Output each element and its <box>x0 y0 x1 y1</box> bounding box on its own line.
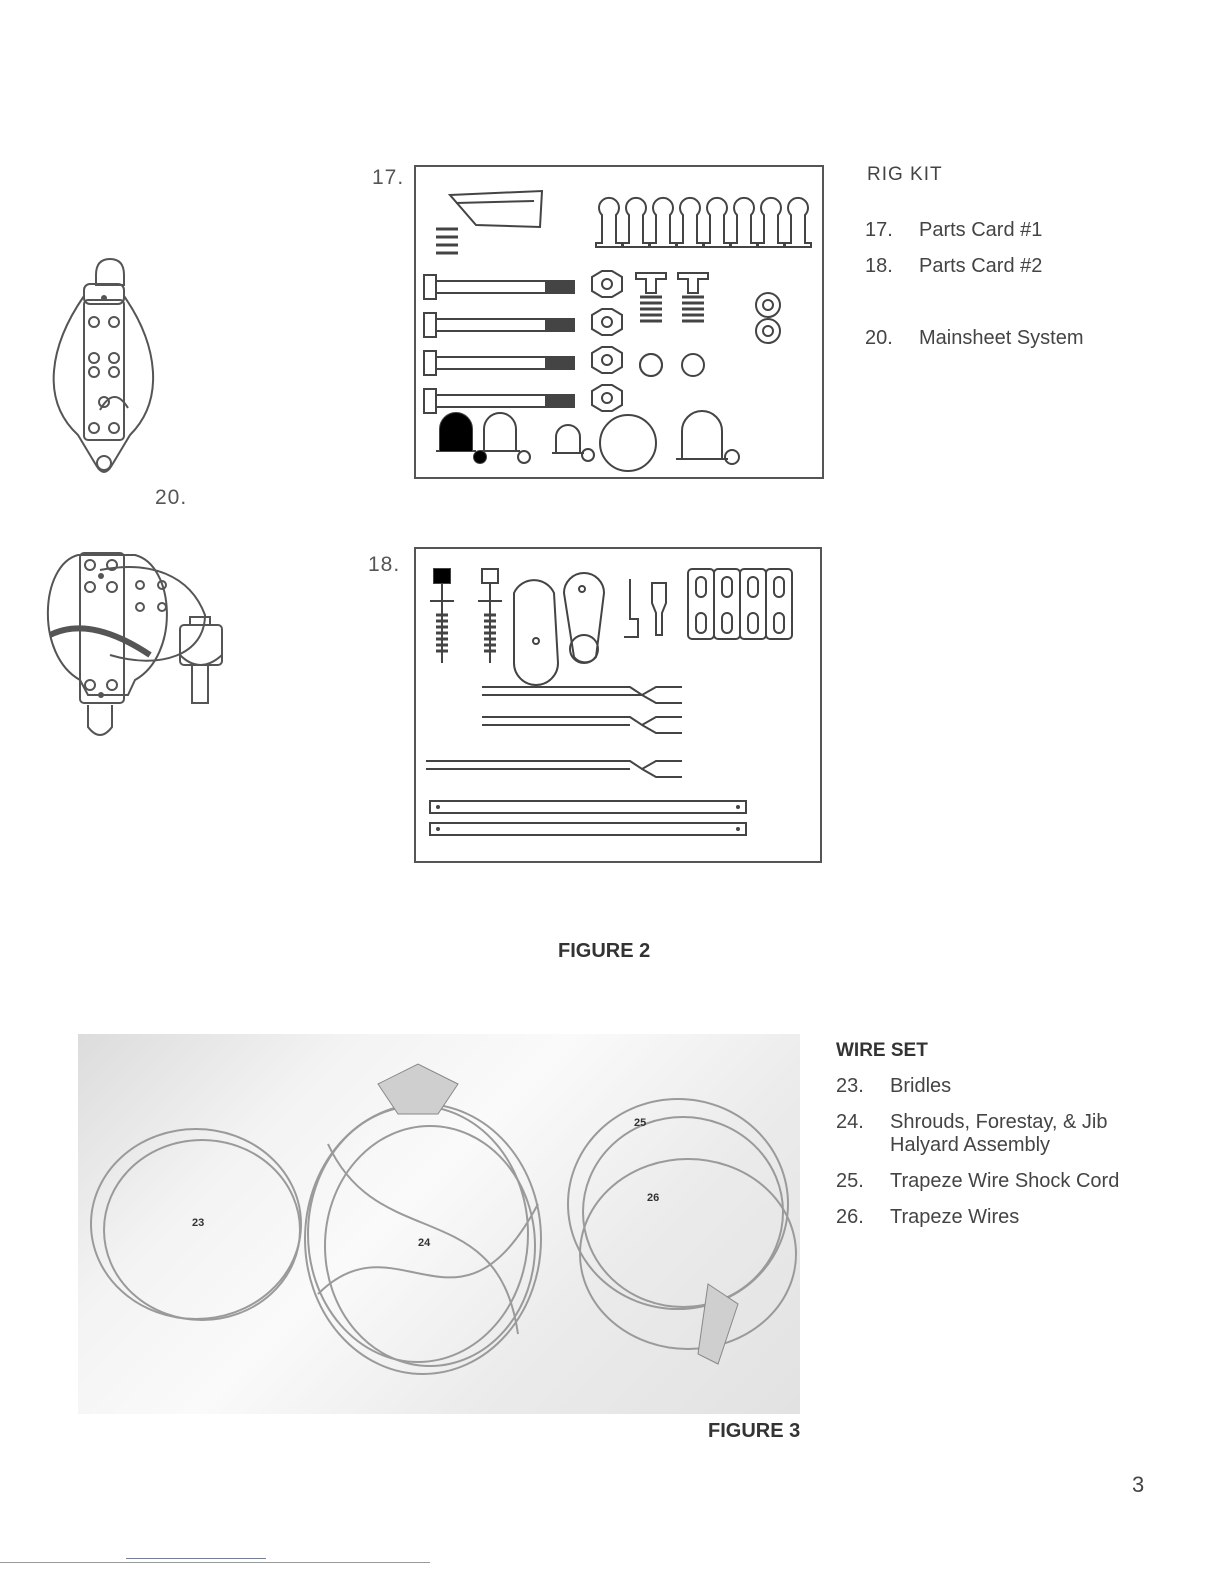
list-item <box>865 255 1084 278</box>
item-number: 17. <box>865 219 893 241</box>
block-20-label: 20. <box>155 486 188 509</box>
card-17-label: 17. <box>372 166 405 189</box>
list-item <box>836 1170 1119 1193</box>
item-text-line-1: Shrouds, Forestay, & Jib <box>890 1111 1108 1133</box>
item-number: 20. <box>865 327 893 349</box>
rig-kit-list <box>865 219 1084 350</box>
photo-label-26: 26 <box>647 1192 660 1204</box>
figure-3-caption: FIGURE 3 <box>708 1420 801 1442</box>
item-text: Mainsheet System <box>919 327 1084 349</box>
list-item <box>836 1075 1119 1098</box>
photo-label-25: 25 <box>634 1117 647 1129</box>
item-text <box>890 1111 1108 1157</box>
item-text: Parts Card #1 <box>919 219 1043 241</box>
list-item <box>865 219 1084 242</box>
item-number: 18. <box>865 255 893 277</box>
figure-2-caption: FIGURE 2 <box>558 940 651 962</box>
card-18-label: 18. <box>368 553 401 576</box>
wire-coils-drawing <box>78 1034 800 1414</box>
wire-set-list <box>836 1075 1119 1229</box>
item-number: 26. <box>836 1206 864 1228</box>
parts-card-1 <box>414 165 824 479</box>
list-item <box>865 327 1084 350</box>
parts-card-1-drawing <box>416 167 822 477</box>
mainsheet-block-illustration <box>40 250 170 485</box>
wire-set-heading: WIRE SET <box>836 1040 928 1061</box>
page-number: 3 <box>1132 1472 1145 1497</box>
list-item <box>836 1206 1119 1229</box>
item-text: Parts Card #2 <box>919 255 1043 277</box>
rig-kit-heading: RIG KIT <box>867 164 943 185</box>
item-text-line-2: Halyard Assembly <box>890 1134 1051 1156</box>
wire-set-photo <box>78 1034 800 1414</box>
item-text: Bridles <box>890 1075 952 1097</box>
mainsheet-ratchet-block-illustration <box>40 545 230 745</box>
list-item <box>836 1111 1119 1157</box>
item-number: 23. <box>836 1075 864 1097</box>
item-text: Trapeze Wire Shock Cord <box>890 1170 1120 1192</box>
item-number: 24. <box>836 1111 864 1133</box>
item-number: 25. <box>836 1170 864 1192</box>
footer-rule-accent <box>126 1558 266 1559</box>
parts-card-2-drawing <box>416 549 820 861</box>
photo-label-24: 24 <box>418 1237 431 1249</box>
parts-card-2 <box>414 547 822 863</box>
item-text: Trapeze Wires <box>890 1206 1020 1228</box>
photo-label-23: 23 <box>192 1217 205 1229</box>
footer-rule <box>0 1562 430 1563</box>
